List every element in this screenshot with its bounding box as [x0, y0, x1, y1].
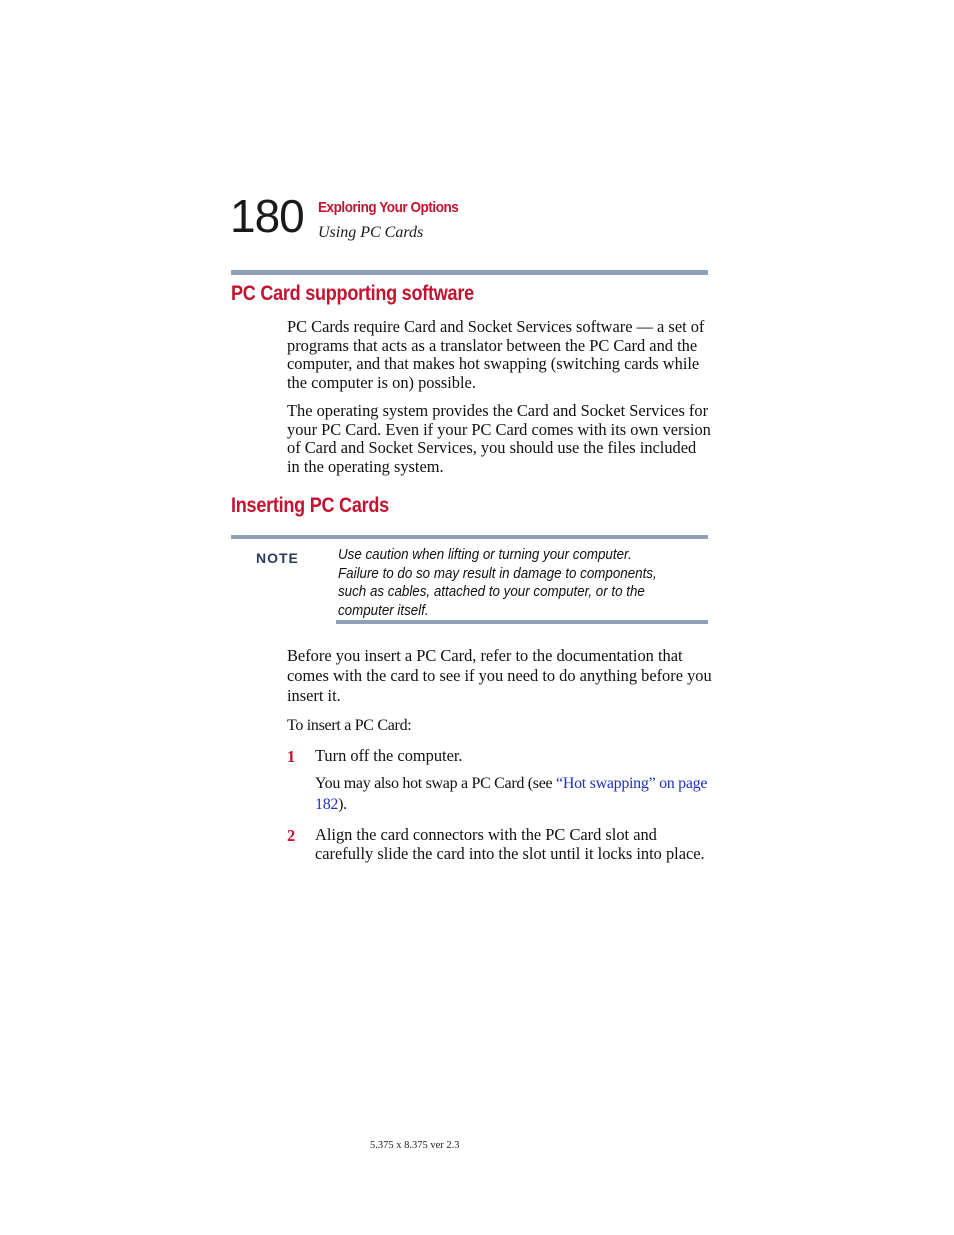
- step-detail-text: ).: [338, 795, 347, 813]
- note-bottom-rule: [336, 620, 708, 624]
- print-spec-footer: 5.375 x 8.375 ver 2.3: [370, 1140, 460, 1151]
- section-heading: PC Card supporting software: [231, 282, 474, 305]
- section-divider: [231, 270, 708, 275]
- chapter-title: Exploring Your Options: [318, 199, 459, 216]
- section-subtitle: Using PC Cards: [318, 224, 424, 241]
- step-text: Align the card connectors with the PC Card slot and carefully slide the card into the slot until it locks into place.: [315, 825, 705, 863]
- page-number: 180: [230, 190, 304, 242]
- body-paragraph: The operating system provides the Card and Socket Services for your PC Card. Even if your PC Card comes with its own version of Card and Socket Services, you should use the files included in the operating system.: [287, 401, 711, 477]
- section-heading: Inserting PC Cards: [231, 494, 389, 517]
- step-detail-text: You may also hot swap a PC Card (see: [315, 775, 557, 792]
- hot-swapping-link[interactable]: “Hot swapping” on page 182: [315, 775, 708, 813]
- note-label: NOTE: [256, 550, 299, 566]
- procedure-intro: To insert a PC Card:: [287, 717, 412, 734]
- step-detail: [315, 774, 715, 815]
- body-paragraph: Before you insert a PC Card, refer to the documentation that comes with the card to see if you need to do anything before you insert it.: [287, 646, 712, 705]
- note-top-rule: [231, 535, 708, 539]
- step-number: 1: [287, 747, 296, 766]
- step-number: 2: [287, 826, 296, 845]
- step-text: Turn off the computer.: [315, 746, 463, 765]
- note-text: Use caution when lifting or turning your computer. Failure to do so may result in damage to components, such as cables, attached to your computer, or to the computer itself.: [338, 546, 657, 620]
- body-paragraph: PC Cards require Card and Socket Services software — a set of programs that acts as a translator between the PC Card and the computer, and that makes hot swapping (switching cards while the computer is on) possible.: [287, 317, 705, 393]
